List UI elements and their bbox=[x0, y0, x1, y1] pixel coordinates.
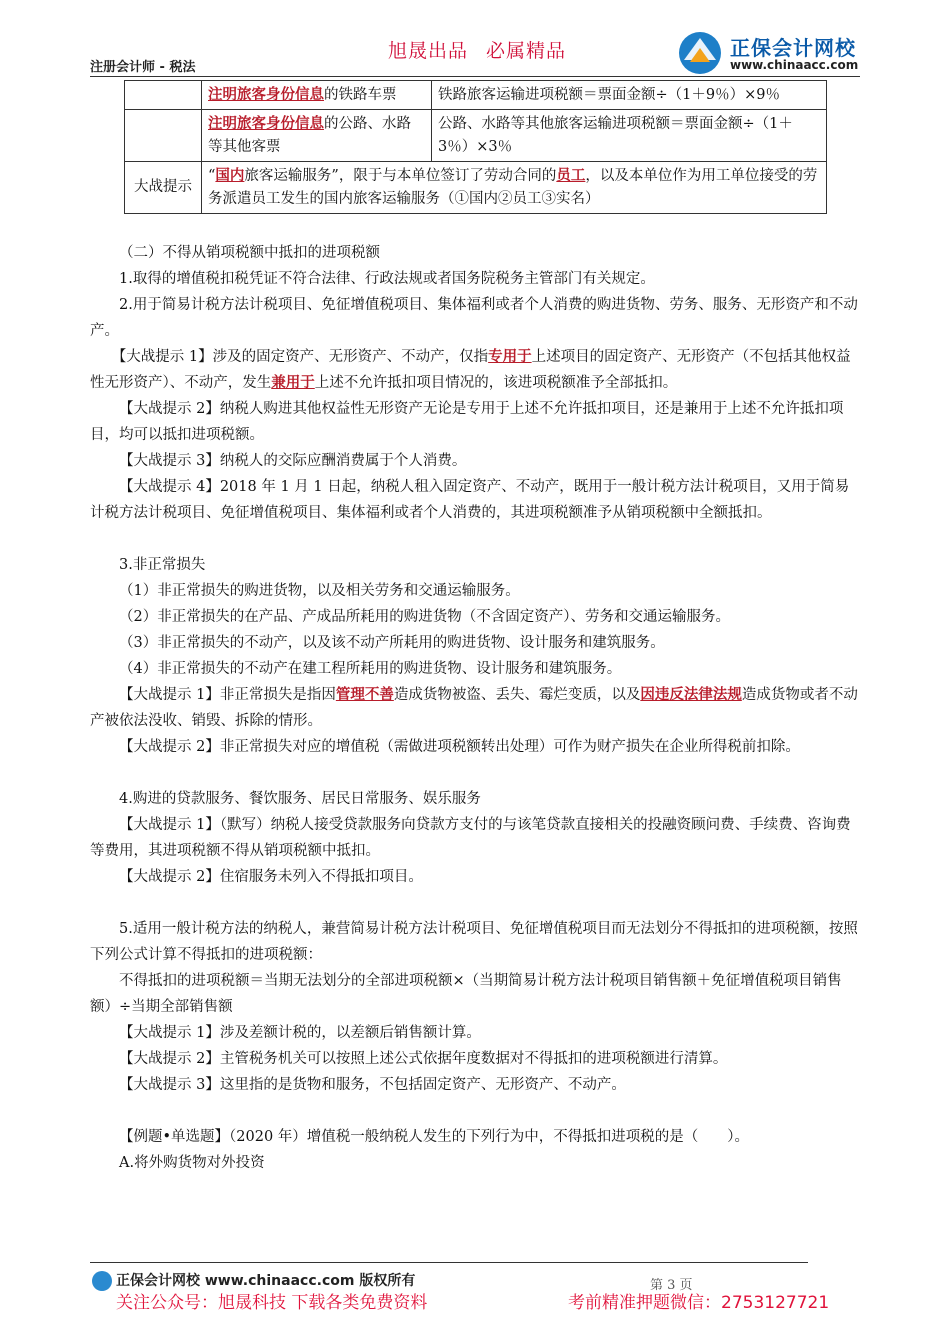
tip: 【大战提示 4】2018 年 1 月 1 日起，纳税人租入固定资产、不动产，既用于一般计税方法计税项目，又用于简易计税方法计税项目、免征增值税项目、集体福利或者个人消费的，其进项税额准予从销项税额中全额抵扣。 bbox=[90, 479, 850, 521]
highlight: 国内 bbox=[215, 167, 245, 184]
footer-divider bbox=[90, 1262, 808, 1263]
header-slogan bbox=[388, 36, 584, 63]
tip: 【大战提示 1】涉及差额计税的，以差额后销售额计算。 bbox=[119, 1025, 481, 1041]
header-slogan-1: 旭晟出品 bbox=[388, 40, 469, 62]
table-cell: 公路、水路等其他旅客运输进项税额＝票面金额÷（1＋3％）×3％ bbox=[432, 110, 827, 162]
tip: 【大战提示 1】（默写）纳税人接受贷款服务向贷款方支付的与该笔贷款直接相关的投融资顾问费、手续费、咨询费等费用，其进项税额不得从销项税额中抵扣。 bbox=[90, 817, 851, 859]
example-question: 【例题•单选题】（2020 年）增值税一般纳税人发生的下列行为中，不得抵扣进项税的是（ ）。 bbox=[119, 1129, 750, 1145]
tip: 【大战提示 3】这里指的是货物和服务，不包括固定资产、无形资产、不动产。 bbox=[119, 1077, 626, 1093]
header-slogan-2: 必属精品 bbox=[486, 40, 567, 62]
list-item: （3）非正常损失的不动产，以及该不动产所耗用的购进货物、设计服务和建筑服务。 bbox=[119, 635, 665, 651]
tip: 【大战提示 1】非正常损失是指因管理不善造成货物被盗、丢失、霉烂变质，以及因违反法律法规造成货物或者不动产被依法没收、销毁、拆除的情形。 bbox=[90, 686, 858, 729]
table-cell: 铁路旅客运输进项税额＝票面金额÷（1＋9％）×9％ bbox=[432, 81, 827, 110]
table-cell: “国内旅客运输服务”，限于与本单位签订了劳动合同的员工，以及本单位作为用工单位接受的劳务派遣员工发生的国内旅客运输服务（①国内②员工③实名） bbox=[202, 162, 827, 214]
watermark-left: 关注公众号：旭晟科技 下载各类免费资料 bbox=[116, 1293, 428, 1313]
list-item: （4）非正常损失的不动产在建工程所耗用的购进货物、设计服务和建筑服务。 bbox=[119, 661, 622, 677]
table-row bbox=[125, 110, 827, 162]
list-item: （1）非正常损失的购进货物，以及相关劳务和交通运输服务。 bbox=[119, 583, 520, 599]
paragraph: 1.取得的增值税扣税凭证不符合法律、行政法规或者国务院税务主管部门有关规定。 bbox=[119, 271, 655, 287]
footer-logo-icon bbox=[92, 1271, 112, 1291]
watermark-right: 考前精准押题微信：2753127721 bbox=[568, 1293, 830, 1313]
highlight: 员工 bbox=[556, 167, 586, 184]
page-number: 第 3 页 bbox=[650, 1278, 693, 1293]
table-cell-label: 大战提示 bbox=[125, 162, 202, 214]
highlight: 因违反法律法规 bbox=[640, 686, 742, 703]
table-cell: 注明旅客身份信息的铁路车票 bbox=[202, 81, 432, 110]
highlight: 专用于 bbox=[488, 348, 532, 365]
paragraph: 2.用于简易计税方法计税项目、免征增值税项目、集体福利或者个人消费的购进货物、劳务、服务、无形资产和不动产。 bbox=[90, 297, 858, 339]
tip: 【大战提示 3】纳税人的交际应酬消费属于个人消费。 bbox=[119, 453, 467, 469]
highlight: 管理不善 bbox=[335, 686, 394, 703]
paragraph: 3.非正常损失 bbox=[119, 557, 206, 573]
highlight: 注明旅客身份信息 bbox=[208, 86, 324, 103]
footer-brand: 正保会计网校 www.chinaacc.com 版权所有 bbox=[92, 1270, 415, 1291]
section-title: （二）不得从销项税额中抵扣的进项税额 bbox=[119, 245, 380, 261]
paragraph: 5.适用一般计税方法的纳税人，兼营简易计税方法计税项目、免征增值税项目而无法划分不得抵扣的进项税额，按照下列公式计算不得抵扣的进项税额： bbox=[90, 921, 858, 963]
example-option: A.将外购货物对外投资 bbox=[119, 1155, 265, 1171]
paragraph: 4.购进的贷款服务、餐饮服务、居民日常服务、娱乐服务 bbox=[119, 791, 481, 807]
highlight: 注明旅客身份信息 bbox=[208, 115, 324, 132]
brand-logo bbox=[676, 30, 876, 78]
table-row bbox=[125, 162, 827, 214]
tip: 【大战提示 2】住宿服务未列入不得抵扣项目。 bbox=[119, 869, 423, 885]
logo-url: www.chinaacc.com bbox=[730, 58, 859, 72]
tip: 【大战提示 1】涉及的固定资产、无形资产、不动产，仅指专用于上述项目的固定资产、无形资产（不包括其他权益性无形资产）、不动产，发生兼用于上述不允许抵扣项目情况的，该进项税额准予全部抵扣。 bbox=[90, 348, 851, 391]
brand-logo-icon bbox=[676, 30, 724, 76]
list-item: （2）非正常损失的在产品、产成品所耗用的购进货物（不含固定资产）、劳务和交通运输服务。 bbox=[119, 609, 730, 625]
formula: 不得抵扣的进项税额＝当期无法划分的全部进项税额×（当期简易计税方法计税项目销售额＋免征增值税项目销售额）÷当期全部销售额 bbox=[90, 973, 842, 1015]
highlight: 兼用于 bbox=[271, 374, 315, 391]
tip: 【大战提示 2】非正常损失对应的增值税（需做进项税额转出处理）可作为财产损失在企业所得税前扣除。 bbox=[119, 739, 800, 755]
header-subject: 注册会计师 - 税法 bbox=[90, 60, 196, 75]
tip: 【大战提示 2】主管税务机关可以按照上述公式依据年度数据对不得抵扣的进项税额进行清算。 bbox=[119, 1051, 728, 1067]
logo-title: 正保会计网校 bbox=[730, 36, 856, 60]
table-cell: 注明旅客身份信息的公路、水路等其他客票 bbox=[202, 110, 432, 162]
input-tax-table bbox=[124, 80, 827, 214]
table-row bbox=[125, 81, 827, 110]
header-divider bbox=[90, 76, 860, 77]
tip: 【大战提示 2】纳税人购进其他权益性无形资产无论是专用于上述不允许抵扣项目，还是兼用于上述不允许抵扣项目，均可以抵扣进项税额。 bbox=[90, 401, 844, 443]
document-body bbox=[90, 240, 860, 1176]
